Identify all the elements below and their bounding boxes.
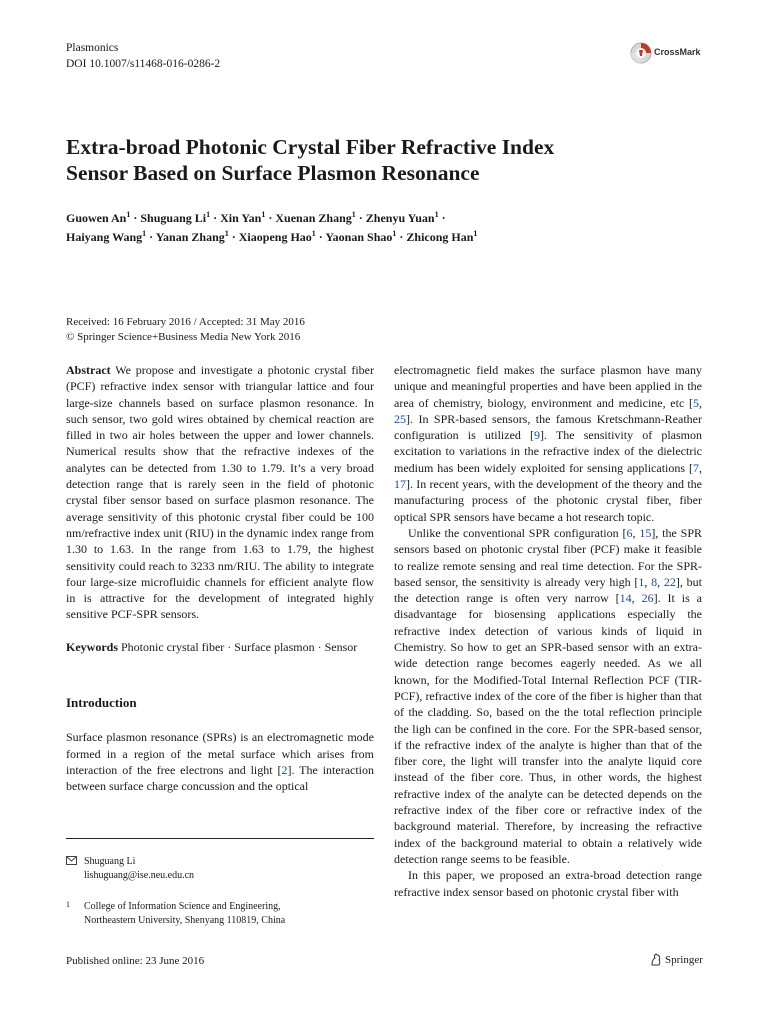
keywords-label: Keywords [66, 639, 118, 654]
section-heading-introduction: Introduction [66, 695, 137, 711]
author-name[interactable]: Xiaopeng Hao [238, 230, 312, 244]
text-run: ]. In SPR-based sensors, the famous Kretschmann-Reather configuration is utilized [ [394, 411, 702, 443]
text-run: , [644, 574, 652, 589]
received-accepted: Received: 16 February 2016 / Accepted: 31 May 2016 [66, 316, 305, 328]
body-paragraph: In this paper, we proposed an extra-broad detection range refractive index sensor based on photonic crystal fiber with [394, 868, 702, 899]
author-line-2: Haiyang Wang$^1$ · Yanan Zhang$^1$ · Xiaopeng Hao$^1$ · Yaonan Shao$^1$ · Zhicong Han$^1$ [66, 229, 478, 244]
affiliation-line: College of Information Science and Engineering, [84, 901, 281, 912]
author-name: Shuguang Li [84, 856, 136, 867]
citation-link[interactable]: 8 [651, 574, 658, 589]
author-name[interactable]: Guowen An [66, 211, 127, 225]
affiliation-mark: 1 [126, 210, 131, 219]
citation-link[interactable]: 22 [663, 574, 676, 589]
keywords [66, 639, 374, 655]
citation-link[interactable]: 17 [394, 477, 406, 492]
author-name[interactable]: Shuguang Li [140, 211, 207, 225]
text-run: ], the SPR sensors based on photonic crystal fiber (PCF) make it feasible to realize remote sensing and real time detection. For the SPR-based sensor, the sensitivity is already very high [ [394, 525, 703, 589]
text-run: electromagnetic field makes the surface plasmon have many unique and meaningful properties and have been applied in the area of chemistry, biology, environment and medicine, etc [ [394, 363, 702, 410]
text-run: ], but the detection range is often very narrow [ [394, 574, 702, 606]
citation-link[interactable]: 1 [638, 574, 645, 589]
affiliation-mark: 1 [392, 229, 397, 238]
body-paragraph [394, 362, 702, 525]
affiliation-mark: 1 [142, 229, 147, 238]
springer-horse-icon [650, 953, 662, 966]
affiliation-mark: 1 [473, 229, 478, 238]
citation-link[interactable]: 15 [639, 525, 652, 540]
affiliation-mark: 1 [224, 229, 229, 238]
intro-paragraph [66, 729, 374, 794]
paper-title [66, 134, 706, 186]
author-name[interactable]: Xuenan Zhang [275, 211, 352, 225]
text-run: ]. The interaction between surface charge concussion and the optical [66, 762, 375, 794]
journal-name: Plasmonics [66, 42, 119, 54]
crossmark-icon [630, 42, 652, 64]
text-run: ]. In recent years, with the development of the theory and the manufacturing process of the photonic crystal fiber, fiber optical SPR sensors have became a hot research topic. [394, 477, 702, 524]
text-run: ]. The sensitivity of plasmon excitation to variations in the refractive index of the dielectric medium has been widely exploited for sensing applications [ [394, 428, 702, 475]
text-run: Surface plasmon resonance (SPRs) is an electromagnetic mode formed in a region of the metal surface which arises from interaction of the free electrons and light [ [66, 730, 374, 777]
right-column [394, 362, 702, 900]
author-name[interactable]: Yanan Zhang [155, 230, 225, 244]
affiliation-number: 1 [66, 900, 70, 909]
affiliation-mark: 1 [434, 210, 439, 219]
abstract-text: We propose and investigate a photonic crystal fiber (PCF) refractive index sensor with triangular lattice and four large-size channels based on surface plasmon resonance. In such sensor, two gold wires obtained by chemical reaction are filled in two air holes between the upper and lower channels. Numerical results show that the refractive indexes of the analytes can be detected from 1.30 to 1.79. It’s a very broad detection range that is rarely seen in the field of photonic crystal fiber sensor based on surface plasmon resonance. The average sensitivity of this photonic crystal fiber could be 100 nm/refractive index unit (RIU) in the dynamic index range from 1.30 to 1.63. In the range from 1.63 to 1.79, the highest sensitivity could reach to 3233 nm/RIU. The ability to integrate four large-size microfluidic channels for efficient analyte flow in is attractive for the development of integrated highly sensitive PCF-SPR sensors. [66, 363, 374, 622]
journal-header [66, 40, 220, 72]
envelope-icon [66, 856, 77, 865]
published-online: Published online: 23 June 2016 [66, 955, 205, 967]
body-paragraph [394, 525, 702, 867]
text-run: , [632, 525, 640, 540]
text-run: Unlike the conventional SPR configuration [ [408, 525, 627, 540]
text-run: , [631, 591, 642, 606]
keywords-text: Photonic crystal fiber · Surface plasmon · Sensor [121, 639, 358, 654]
abstract-label: Abstract [66, 363, 111, 377]
author-list [66, 207, 706, 245]
affiliation-line: Northeastern University, Shenyang 110819, China [84, 915, 286, 926]
copyright: © Springer Science+Business Media New York 2016 [66, 331, 301, 343]
affiliation-mark: 1 [351, 210, 356, 219]
author-name[interactable]: Zhenyu Yuan [365, 211, 435, 225]
abstract [66, 362, 374, 623]
affiliation-mark: 1 [311, 229, 316, 238]
citation-link[interactable]: 2 [281, 762, 288, 777]
affiliation-mark: 1 [261, 210, 266, 219]
publisher-logo [650, 953, 703, 966]
text-run: ]. It is a disadvantage for biosensing applications especially the refractive index detection of various kinds of liquid in Chemistry. So how to get an SPR-based sensor with an extra-wide detection range becomes eagerly needed. As we all known, for the Modified-Total Internal Reflection PCF (TIR-PCF), refractive index of the core of the fiber is higher than that of the cladding. So, based on the the total reflection principle the ligh can be confined in the core. For the SPR-based sensor, if the refractive index of the analyte is higher than that of the fiber core, the light will transfer into the analyte liquid core instead of the fiber core. Thus, in other words, the highest refractive index of the analyte can be detected depends on the refractive index of the fiber core or refractive index of the background material. Therefore, by increasing the refractive index of the background material to obtain a relatively wide detection range seems to be feasible. [394, 591, 702, 866]
doi[interactable]: DOI 10.1007/s11468-016-0286-2 [66, 58, 221, 70]
title-line-2: Sensor Based on Surface Plasmon Resonance [66, 161, 480, 185]
text-run: , [657, 574, 664, 589]
publisher-name: Springer [665, 953, 703, 966]
citation-link[interactable]: 14 [619, 591, 632, 606]
author-name[interactable]: Xin Yan [220, 211, 262, 225]
citation-link[interactable]: 25 [394, 411, 406, 426]
article-history [66, 315, 305, 345]
citation-link[interactable]: 5 [693, 395, 699, 410]
text-run: , [699, 395, 702, 410]
author-email[interactable]: lishuguang@ise.neu.edu.cn [84, 870, 195, 881]
citation-link[interactable]: 6 [626, 525, 633, 540]
author-name[interactable]: Haiyang Wang [66, 230, 143, 244]
author-name[interactable]: Zhicong Han [406, 230, 474, 244]
author-name[interactable]: Yaonan Shao [325, 230, 393, 244]
text-run: , [699, 460, 702, 475]
title-line-1: Extra-broad Photonic Crystal Fiber Refractive Index [66, 135, 555, 159]
author-line-1: Guowen $An^1$ · Shuguang $Li^1$ · Xin Yan$^1$ · Xuenan Zhang$^1$ · Zhenyu Yuan$^1$ · [66, 210, 446, 225]
left-column [66, 362, 374, 795]
citation-link[interactable]: 26 [641, 591, 654, 606]
citation-link[interactable]: 7 [693, 460, 699, 475]
citation-link[interactable]: 9 [534, 428, 541, 443]
crossmark-label: CrossMark [654, 47, 701, 57]
footnote-separator [66, 838, 374, 839]
affiliation-mark: 1 [206, 210, 211, 219]
